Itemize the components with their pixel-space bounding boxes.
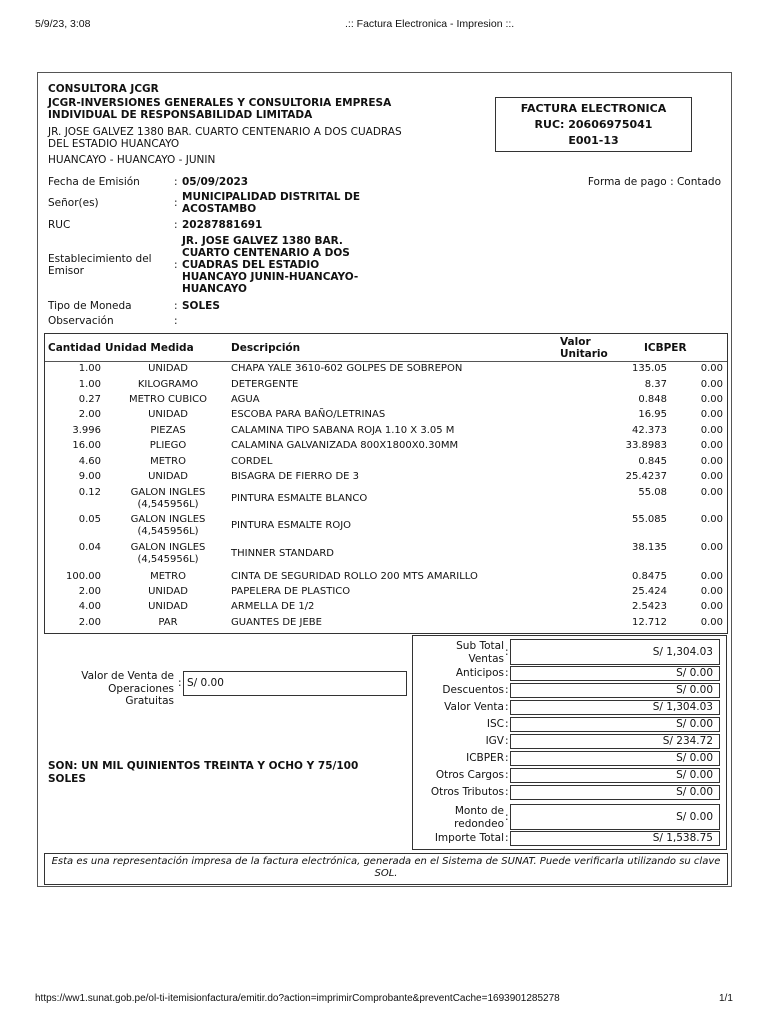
row-qty: 0.05 xyxy=(78,514,101,525)
total-label-line: Valor Venta xyxy=(444,701,504,713)
colon: : xyxy=(174,259,178,271)
total-label-line: Sub Total xyxy=(456,640,504,652)
row-unit-price: 8.37 xyxy=(644,379,667,390)
total-label xyxy=(436,769,504,782)
row-icbper: 0.00 xyxy=(700,471,723,482)
row-qty: 0.27 xyxy=(78,394,101,405)
total-label xyxy=(466,752,504,765)
estab-label-2: Emisor xyxy=(48,265,84,277)
row-description: ARMELLA DE 1/2 xyxy=(231,601,315,612)
total-value: S/ 0.00 xyxy=(510,751,720,766)
row-qty: 0.12 xyxy=(78,487,101,498)
total-label xyxy=(487,718,504,731)
total-value: S/ 1,304.03 xyxy=(510,639,720,665)
row-qty: 1.00 xyxy=(78,363,101,374)
row-qty: 2.00 xyxy=(78,617,101,628)
totals-box xyxy=(412,635,727,850)
th-unidad: Unidad Medida xyxy=(105,342,194,354)
total-value: S/ 0.00 xyxy=(510,804,720,830)
senor-label: Señor(es) xyxy=(48,197,99,209)
estab-value-5: HUANCAYO xyxy=(182,283,247,295)
row-description: CALAMINA TIPO SABANA ROJA 1.10 X 3.05 M xyxy=(231,425,455,436)
table-header-divider xyxy=(45,361,727,362)
colon: : xyxy=(174,315,178,327)
row-unit: UNIDAD xyxy=(148,409,188,420)
colon: : xyxy=(174,219,178,231)
total-label xyxy=(456,667,504,680)
th-descripcion: Descripción xyxy=(231,342,301,354)
amount-in-words: SON: UN MIL QUINIENTOS TREINTA Y OCHO Y 75/100 SOLES xyxy=(48,760,359,785)
row-unit: METRO CUBICO xyxy=(128,394,208,405)
row-qty: 16.00 xyxy=(72,440,101,451)
row-icbper: 0.00 xyxy=(700,379,723,390)
total-label xyxy=(435,832,504,845)
row-unit-price: 0.845 xyxy=(638,456,667,467)
total-label-line: ICBPER xyxy=(466,752,504,764)
total-label-line: Descuentos xyxy=(442,684,504,696)
row-unit: GALON INGLES xyxy=(130,514,206,525)
colon: : xyxy=(505,786,509,798)
row-unit: PIEZAS xyxy=(150,425,186,436)
senor-value-1: MUNICIPALIDAD DISTRITAL DE xyxy=(182,191,360,203)
row-icbper: 0.00 xyxy=(700,571,723,582)
total-label-line: ISC xyxy=(486,718,504,730)
invoice-issuer-ruc: RUC: 20606975041 xyxy=(534,118,653,131)
row-unit: GALON INGLES xyxy=(130,487,206,498)
issuer-legal-name-2: INDIVIDUAL DE RESPONSABILIDAD LIMITADA xyxy=(48,109,313,121)
colon: : xyxy=(174,176,178,188)
row-qty: 2.00 xyxy=(78,409,101,420)
row-qty: 2.00 xyxy=(78,586,101,597)
total-label xyxy=(442,684,504,697)
moneda-label: Tipo de Moneda xyxy=(48,300,132,312)
row-icbper: 0.00 xyxy=(700,586,723,597)
row-description: PINTURA ESMALTE BLANCO xyxy=(231,493,368,504)
row-icbper: 0.00 xyxy=(700,514,723,525)
row-description: BISAGRA DE FIERRO DE 3 xyxy=(231,471,360,482)
row-description: PINTURA ESMALTE ROJO xyxy=(231,520,352,531)
colon: : xyxy=(178,677,182,689)
row-icbper: 0.00 xyxy=(700,456,723,467)
row-icbper: 0.00 xyxy=(700,601,723,612)
row-description: PAPELERA DE PLASTICO xyxy=(231,586,351,597)
total-value: S/ 0.00 xyxy=(510,683,720,698)
total-label xyxy=(456,640,504,665)
row-description: CORDEL xyxy=(231,456,273,467)
colon: : xyxy=(174,197,178,209)
print-page-title: .:: Factura Electronica - Impresion ::. xyxy=(345,18,515,30)
row-icbper: 0.00 xyxy=(700,617,723,628)
row-unit: UNIDAD xyxy=(148,586,188,597)
ruc-label: RUC xyxy=(48,219,71,231)
items-table xyxy=(44,333,728,634)
row-description: DETERGENTE xyxy=(231,379,299,390)
total-value: S/ 0.00 xyxy=(510,768,720,783)
row-qty: 1.00 xyxy=(78,379,101,390)
total-label xyxy=(486,735,504,748)
row-unit: METRO xyxy=(150,456,186,467)
row-qty: 0.04 xyxy=(78,542,101,553)
row-unit: UNIDAD xyxy=(148,363,188,374)
issuer-location: HUANCAYO - HUANCAYO - JUNIN xyxy=(48,154,216,166)
row-description: CALAMINA GALVANIZADA 800X1800X0.30MM xyxy=(231,440,459,451)
row-unit: PAR xyxy=(158,617,178,628)
estab-label-1: Establecimiento del xyxy=(48,253,152,265)
total-value: S/ 0.00 xyxy=(510,717,720,732)
forma-pago: Forma de pago : Contado xyxy=(587,176,721,188)
row-unit: KILOGRAMO xyxy=(137,379,199,390)
total-label xyxy=(431,786,504,799)
row-icbper: 0.00 xyxy=(700,440,723,451)
row-unit-price: 16.95 xyxy=(638,409,667,420)
invoice-number: E001-13 xyxy=(568,134,619,147)
row-unit: METRO xyxy=(150,571,186,582)
issuer-address-2: DEL ESTADIO HUANCAYO xyxy=(48,138,180,150)
colon: : xyxy=(174,300,178,312)
total-label-line: redondeo xyxy=(454,817,504,830)
sunat-note: Esta es una representación impresa de la factura electrónica, generada en el Sistema de SUNAT. Puede verificarla utilizando su clave SOL. xyxy=(44,853,728,885)
gratuitas-value: S/ 0.00 xyxy=(183,671,407,696)
row-unit-price: 55.08 xyxy=(638,487,667,498)
row-unit-detail: (4,545956L) xyxy=(137,554,199,565)
row-description: ESCOBA PARA BAÑO/LETRINAS xyxy=(231,409,386,420)
total-label-line: Ventas xyxy=(468,652,504,665)
row-icbper: 0.00 xyxy=(700,542,723,553)
row-unit-price: 25.424 xyxy=(632,586,667,597)
colon: : xyxy=(505,832,509,844)
estab-value-3: CUADRAS DEL ESTADIO xyxy=(182,259,320,271)
row-unit-price: 42.373 xyxy=(632,425,667,436)
obs-label: Observación xyxy=(48,315,114,327)
row-description: AGUA xyxy=(231,394,260,405)
th-cantidad: Cantidad xyxy=(48,342,102,354)
print-datetime: 5/9/23, 3:08 xyxy=(35,18,91,30)
colon: : xyxy=(505,752,509,764)
total-value: S/ 0.00 xyxy=(510,666,720,681)
row-unit-price: 55.085 xyxy=(632,514,667,525)
estab-value-4: HUANCAYO JUNIN-HUANCAYO- xyxy=(182,271,359,283)
row-icbper: 0.00 xyxy=(700,409,723,420)
total-value: S/ 1,304.03 xyxy=(510,700,720,715)
colon: : xyxy=(505,684,509,696)
ruc-value: 20287881691 xyxy=(182,219,263,231)
row-unit-price: 2.5423 xyxy=(632,601,667,612)
row-icbper: 0.00 xyxy=(700,394,723,405)
total-label-line: Monto de xyxy=(454,805,504,817)
colon: : xyxy=(505,769,509,781)
row-qty: 4.00 xyxy=(78,601,101,612)
th-valor-1: Valor xyxy=(560,336,591,348)
row-qty: 3.996 xyxy=(72,425,101,436)
row-unit-price: 0.8475 xyxy=(632,571,667,582)
row-unit-price: 25.4237 xyxy=(625,471,667,482)
row-qty: 9.00 xyxy=(78,471,101,482)
moneda-value: SOLES xyxy=(182,300,220,312)
total-label-line: Otros Cargos xyxy=(435,769,504,781)
row-icbper: 0.00 xyxy=(700,425,723,436)
row-description: THINNER STANDARD xyxy=(231,548,334,559)
row-unit: UNIDAD xyxy=(148,471,188,482)
total-value: S/ 234.72 xyxy=(510,734,720,749)
gratuitas-label-1: Valor de Venta de xyxy=(81,670,174,682)
total-label-line: Anticipos xyxy=(455,667,504,679)
row-qty: 4.60 xyxy=(78,456,101,467)
row-description: GUANTES DE JEBE xyxy=(231,617,322,628)
total-label xyxy=(444,701,504,714)
fecha-label: Fecha de Emisión xyxy=(48,176,140,188)
row-icbper: 0.00 xyxy=(700,487,723,498)
colon: : xyxy=(505,701,509,713)
gratuitas-label xyxy=(58,670,174,708)
page-url: https://ww1.sunat.gob.pe/ol-ti-itemisionfactura/emitir.do?action=imprimirComprobante&preventCache=1693901285278 xyxy=(35,993,560,1004)
row-unit-price: 33.8983 xyxy=(625,440,667,451)
total-label-line: Importe Total xyxy=(434,832,504,844)
row-unit-price: 135.05 xyxy=(632,363,667,374)
gratuitas-label-2: Operaciones Gratuitas xyxy=(108,682,174,707)
row-description: CINTA DE SEGURIDAD ROLLO 200 MTS AMARILLO xyxy=(231,571,478,582)
estab-value-2: CUARTO CENTENARIO A DOS xyxy=(182,247,350,259)
row-unit-detail: (4,545956L) xyxy=(137,526,199,537)
senor-value-2: ACOSTAMBO xyxy=(182,203,257,215)
row-description: CHAPA YALE 3610-602 GOLPES DE SOBREPON xyxy=(231,363,463,374)
colon: : xyxy=(505,811,509,823)
row-qty: 100.00 xyxy=(66,571,101,582)
colon: : xyxy=(505,667,509,679)
colon: : xyxy=(505,646,509,658)
total-value: S/ 0.00 xyxy=(510,785,720,800)
row-unit-price: 0.848 xyxy=(638,394,667,405)
total-label-line: IGV xyxy=(485,735,504,747)
page-number: 1/1 xyxy=(719,993,733,1004)
row-icbper: 0.00 xyxy=(700,363,723,374)
th-valor-2: Unitario xyxy=(560,348,608,360)
row-unit: GALON INGLES xyxy=(130,542,206,553)
row-unit: PLIEGO xyxy=(149,440,187,451)
invoice-type: FACTURA ELECTRONICA xyxy=(520,102,667,115)
colon: : xyxy=(505,735,509,747)
total-label xyxy=(454,805,504,830)
issuer-legal-name-1: JCGR-INVERSIONES GENERALES Y CONSULTORIA EMPRESA xyxy=(48,97,392,109)
invoice-id-box xyxy=(495,97,692,152)
issuer-address-1: JR. JOSE GALVEZ 1380 BAR. CUARTO CENTENARIO A DOS CUADRAS xyxy=(48,126,402,138)
colon: : xyxy=(505,718,509,730)
row-unit-price: 12.712 xyxy=(632,617,667,628)
estab-value-1: JR. JOSE GALVEZ 1380 BAR. xyxy=(182,235,343,247)
th-icbper: ICBPER xyxy=(644,342,687,354)
row-unit-price: 38.135 xyxy=(632,542,667,553)
total-label-line: Otros Tributos xyxy=(430,786,504,798)
invoice-document xyxy=(37,72,732,887)
total-value: S/ 1,538.75 xyxy=(510,831,720,846)
issuer-trade-name: CONSULTORA JCGR xyxy=(48,83,159,95)
fecha-value: 05/09/2023 xyxy=(182,176,249,188)
row-unit-detail: (4,545956L) xyxy=(137,499,199,510)
row-unit: UNIDAD xyxy=(148,601,188,612)
